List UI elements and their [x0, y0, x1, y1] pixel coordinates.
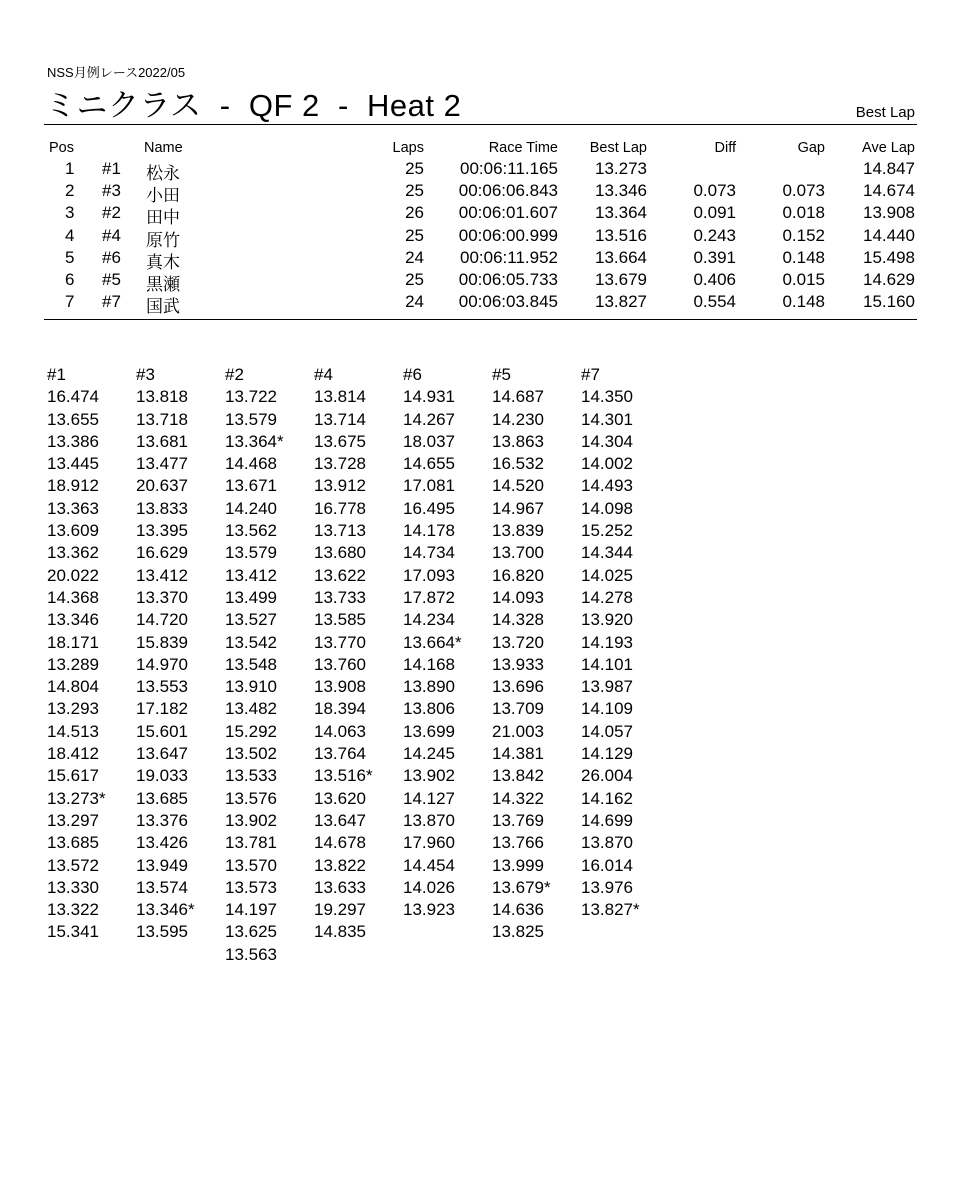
lap-time: 14.636 — [492, 900, 544, 920]
result-num: #4 — [102, 225, 121, 245]
lap-time: 13.412 — [136, 565, 188, 585]
lap-column-driver: #5 — [492, 365, 511, 384]
lap-time: 14.197 — [225, 900, 277, 920]
results-table — [0, 140, 962, 317]
result-pos: 1 — [65, 159, 75, 178]
lap-column — [492, 364, 551, 944]
lap-time: 13.579 — [225, 409, 277, 429]
result-name: 松永 — [146, 164, 180, 183]
lap-time: 13.647 — [314, 810, 366, 830]
lap-time: 14.127 — [403, 788, 455, 808]
lap-time: 13.499 — [225, 587, 277, 607]
lap-time: 14.931 — [403, 387, 455, 407]
lap-time: 13.760 — [314, 654, 366, 674]
lap-time: 13.664* — [403, 632, 462, 652]
lap-time: 13.595 — [136, 922, 188, 942]
lap-time: 13.622 — [314, 565, 366, 585]
lap-time: 13.542 — [225, 632, 277, 652]
result-name: 田中 — [146, 208, 180, 228]
result-gap: 0.148 — [782, 292, 825, 312]
lap-time: 17.093 — [403, 565, 455, 585]
lap-time: 26.004 — [581, 766, 633, 786]
lap-time: 13.386 — [47, 431, 99, 451]
lap-time: 13.770 — [314, 632, 366, 652]
bottom-rule — [44, 319, 917, 320]
lap-time: 14.057 — [581, 721, 633, 741]
result-num: #5 — [102, 269, 121, 289]
lap-time: 14.278 — [581, 587, 633, 607]
result-best-lap: 13.346 — [595, 181, 647, 201]
lap-time: 13.781 — [225, 833, 277, 853]
result-pos: 4 — [65, 225, 75, 245]
lap-time: 16.495 — [403, 498, 455, 518]
lap-time: 13.685 — [47, 833, 99, 853]
result-best-lap: 13.827 — [595, 292, 647, 312]
lap-time: 13.680 — [314, 543, 366, 563]
lap-time: 13.722 — [225, 387, 277, 407]
lap-time: 14.970 — [136, 654, 188, 674]
lap-column-driver: #7 — [581, 365, 600, 384]
result-gap: 0.152 — [782, 225, 825, 245]
lap-time: 18.037 — [403, 431, 455, 451]
lap-time: 13.949 — [136, 855, 188, 875]
lap-time: 14.245 — [403, 744, 455, 764]
lap-time: 14.513 — [47, 721, 99, 741]
result-row — [0, 292, 962, 317]
lap-time: 13.675 — [314, 431, 366, 451]
result-pos: 3 — [65, 203, 75, 223]
lap-time: 14.002 — [581, 454, 633, 474]
lap-time: 17.182 — [136, 699, 188, 719]
lap-time: 13.870 — [403, 810, 455, 830]
lap-time: 13.902 — [225, 810, 277, 830]
lap-time: 13.902 — [403, 766, 455, 786]
result-name: 小田 — [146, 186, 180, 206]
result-num: #7 — [102, 292, 121, 312]
lap-time: 14.720 — [136, 610, 188, 630]
col-race-time: Race Time — [488, 140, 558, 156]
result-ave-lap: 13.908 — [863, 203, 915, 223]
lap-time: 14.230 — [492, 409, 544, 429]
lap-time: 18.412 — [47, 744, 99, 764]
lap-time: 13.842 — [492, 766, 544, 786]
result-ave-lap: 14.847 — [863, 159, 915, 178]
lap-column — [403, 364, 462, 921]
lap-column — [581, 364, 640, 921]
lap-time: 13.822 — [314, 855, 366, 875]
lap-time: 13.655 — [47, 409, 99, 429]
lap-time: 13.647 — [136, 744, 188, 764]
lap-time: 13.728 — [314, 454, 366, 474]
result-race-time: 00:06:11.952 — [460, 247, 558, 267]
lap-time: 16.629 — [136, 543, 188, 563]
result-race-time: 00:06:00.999 — [458, 225, 558, 245]
lap-time: 14.168 — [403, 654, 455, 674]
lap-time: 17.960 — [403, 833, 455, 853]
lap-time: 13.713 — [314, 521, 366, 541]
lap-time: 13.910 — [225, 677, 277, 697]
result-num: #1 — [102, 159, 121, 178]
result-gap: 0.148 — [782, 247, 825, 267]
lap-time: 14.520 — [492, 476, 544, 496]
result-laps: 25 — [405, 159, 424, 178]
lap-time: 13.863 — [492, 431, 544, 451]
lap-time: 13.679* — [492, 877, 551, 897]
result-laps: 25 — [405, 181, 424, 201]
lap-time: 14.304 — [581, 431, 633, 451]
lap-column — [136, 364, 195, 944]
lap-time: 18.394 — [314, 699, 366, 719]
lap-time: 14.381 — [492, 744, 544, 764]
lap-time: 13.890 — [403, 677, 455, 697]
lap-time: 13.718 — [136, 409, 188, 429]
lap-time: 14.468 — [225, 454, 277, 474]
lap-time: 13.395 — [136, 521, 188, 541]
result-race-time: 00:06:11.165 — [460, 159, 558, 178]
result-num: #2 — [102, 203, 121, 223]
result-row — [0, 181, 962, 206]
lap-time: 13.870 — [581, 833, 633, 853]
result-laps: 25 — [405, 269, 424, 289]
col-gap: Gap — [797, 140, 825, 156]
lap-time: 17.872 — [403, 587, 455, 607]
lap-column-driver: #3 — [136, 365, 155, 384]
lap-time: 13.908 — [314, 677, 366, 697]
result-pos: 7 — [65, 292, 75, 312]
lap-time: 13.412 — [225, 565, 277, 585]
lap-time: 13.362 — [47, 543, 99, 563]
lap-time: 13.297 — [47, 810, 99, 830]
result-ave-lap: 14.674 — [863, 181, 915, 201]
lap-time: 13.346 — [47, 610, 99, 630]
lap-time: 14.699 — [581, 810, 633, 830]
lap-time: 15.252 — [581, 521, 633, 541]
lap-time: 13.585 — [314, 610, 366, 630]
result-pos: 2 — [65, 181, 75, 201]
lap-column — [225, 364, 284, 966]
lap-time: 13.363 — [47, 498, 99, 518]
lap-column-driver: #4 — [314, 365, 333, 384]
lap-time: 14.109 — [581, 699, 633, 719]
lap-time: 13.273* — [47, 788, 106, 808]
lap-time: 14.129 — [581, 744, 633, 764]
lap-time: 13.696 — [492, 677, 544, 697]
result-diff: 0.243 — [693, 225, 736, 245]
lap-time: 13.681 — [136, 431, 188, 451]
lap-time: 15.617 — [47, 766, 99, 786]
lap-time: 13.671 — [225, 476, 277, 496]
lap-time: 14.734 — [403, 543, 455, 563]
col-laps: Laps — [392, 140, 424, 156]
lap-time: 18.912 — [47, 476, 99, 496]
lap-time: 19.033 — [136, 766, 188, 786]
lap-time: 14.678 — [314, 833, 366, 853]
result-pos: 6 — [65, 269, 75, 289]
event-name: NSS月例レース2022/05 — [47, 65, 186, 80]
lap-time: 13.766 — [492, 833, 544, 853]
result-gap: 0.073 — [782, 181, 825, 201]
result-diff: 0.554 — [693, 292, 736, 312]
lap-time: 13.999 — [492, 855, 544, 875]
lap-time: 19.297 — [314, 900, 366, 920]
lap-time: 15.839 — [136, 632, 188, 652]
lap-time: 21.003 — [492, 721, 544, 741]
lap-time: 13.293 — [47, 699, 99, 719]
result-ave-lap: 15.498 — [863, 247, 915, 267]
lap-time: 13.827* — [581, 900, 640, 920]
lap-time: 18.171 — [47, 632, 99, 652]
result-laps: 24 — [405, 247, 424, 267]
result-row — [0, 203, 962, 228]
lap-time: 13.825 — [492, 922, 544, 942]
result-best-lap: 13.516 — [595, 225, 647, 245]
lap-time: 14.026 — [403, 877, 455, 897]
lap-time: 13.709 — [492, 699, 544, 719]
lap-time: 13.579 — [225, 543, 277, 563]
col-best-lap: Best Lap — [589, 140, 647, 156]
lap-column-driver: #6 — [403, 365, 422, 384]
lap-time: 13.533 — [225, 766, 277, 786]
lap-time: 13.330 — [47, 877, 99, 897]
lap-time: 13.289 — [47, 654, 99, 674]
lap-time: 20.637 — [136, 476, 188, 496]
page-title: ミニクラス - QF 2 - Heat 2 — [45, 88, 462, 123]
lap-time: 13.699 — [403, 721, 455, 741]
result-diff: 0.073 — [693, 181, 736, 201]
lap-time: 13.987 — [581, 677, 633, 697]
result-row — [0, 248, 962, 270]
result-laps: 24 — [405, 292, 424, 312]
lap-time: 13.609 — [47, 521, 99, 541]
lap-time: 14.493 — [581, 476, 633, 496]
lap-time: 13.833 — [136, 498, 188, 518]
result-diff: 0.406 — [693, 269, 736, 289]
lap-time: 13.806 — [403, 699, 455, 719]
results-header-row — [0, 140, 962, 159]
lap-time: 16.820 — [492, 565, 544, 585]
result-best-lap: 13.679 — [595, 269, 647, 289]
result-race-time: 00:06:05.733 — [458, 269, 558, 289]
lap-time: 16.014 — [581, 855, 633, 875]
result-diff: 0.391 — [693, 247, 736, 267]
lap-time: 13.477 — [136, 454, 188, 474]
lap-time: 13.976 — [581, 877, 633, 897]
lap-time: 14.344 — [581, 543, 633, 563]
lap-time: 13.769 — [492, 810, 544, 830]
result-gap: 0.015 — [782, 269, 825, 289]
lap-time: 13.720 — [492, 632, 544, 652]
lap-time: 15.341 — [47, 922, 99, 942]
lap-time: 14.687 — [492, 387, 544, 407]
lap-time: 13.502 — [225, 744, 277, 764]
result-num: #3 — [102, 181, 121, 201]
lap-time: 13.700 — [492, 543, 544, 563]
lap-time: 13.818 — [136, 387, 188, 407]
lap-time: 13.516* — [314, 766, 373, 786]
lap-column-driver: #2 — [225, 365, 244, 384]
best-lap-header: Best Lap — [855, 104, 915, 121]
lap-time: 13.620 — [314, 788, 366, 808]
lap-time: 13.548 — [225, 654, 277, 674]
lap-time: 13.573 — [225, 877, 277, 897]
lap-time: 13.574 — [136, 877, 188, 897]
lap-time: 13.445 — [47, 454, 99, 474]
lap-time: 14.193 — [581, 632, 633, 652]
lap-time: 13.839 — [492, 521, 544, 541]
result-best-lap: 13.664 — [595, 247, 647, 267]
lap-time: 14.301 — [581, 409, 633, 429]
lap-time: 13.923 — [403, 900, 455, 920]
lap-time: 14.804 — [47, 677, 99, 697]
lap-time: 13.563 — [225, 944, 277, 964]
lap-time: 15.601 — [136, 721, 188, 741]
col-pos: Pos — [49, 140, 74, 156]
lap-time: 13.572 — [47, 855, 99, 875]
result-laps: 25 — [405, 225, 424, 245]
lap-time: 13.482 — [225, 699, 277, 719]
lap-time: 13.685 — [136, 788, 188, 808]
lap-time: 14.234 — [403, 610, 455, 630]
lap-time: 13.527 — [225, 610, 277, 630]
result-name: 国武 — [146, 297, 180, 317]
lap-time: 14.093 — [492, 587, 544, 607]
lap-time: 14.350 — [581, 387, 633, 407]
result-ave-lap: 15.160 — [863, 292, 915, 312]
result-best-lap: 13.364 — [595, 203, 647, 223]
result-name: 黒瀬 — [146, 274, 180, 294]
result-race-time: 00:06:06.843 — [458, 181, 558, 201]
result-pos: 5 — [65, 247, 75, 267]
lap-time: 16.778 — [314, 498, 366, 518]
lap-time: 13.322 — [47, 900, 99, 920]
lap-time: 13.376 — [136, 810, 188, 830]
lap-time: 14.240 — [225, 498, 277, 518]
result-row — [0, 270, 962, 292]
lap-time: 14.063 — [314, 721, 366, 741]
lap-time: 13.364* — [225, 431, 284, 451]
lap-time: 13.370 — [136, 587, 188, 607]
lap-time: 13.920 — [581, 610, 633, 630]
lap-time: 13.553 — [136, 677, 188, 697]
lap-time: 13.912 — [314, 476, 366, 496]
lap-time: 13.426 — [136, 833, 188, 853]
lap-time: 13.570 — [225, 855, 277, 875]
lap-time: 14.328 — [492, 610, 544, 630]
top-rule — [44, 124, 917, 125]
result-ave-lap: 14.440 — [863, 225, 915, 245]
lap-time: 13.764 — [314, 744, 366, 764]
result-best-lap: 13.273 — [595, 159, 647, 178]
lap-time: 14.322 — [492, 788, 544, 808]
lap-column-driver: #1 — [47, 365, 66, 384]
lap-time: 13.346* — [136, 900, 195, 920]
result-name: 真木 — [146, 252, 180, 272]
lap-time: 14.454 — [403, 855, 455, 875]
lap-time: 13.733 — [314, 587, 366, 607]
col-diff: Diff — [714, 140, 736, 156]
result-ave-lap: 14.629 — [863, 269, 915, 289]
lap-time: 13.562 — [225, 521, 277, 541]
lap-time: 16.474 — [47, 387, 99, 407]
col-name: Name — [144, 140, 183, 156]
lap-time: 16.532 — [492, 454, 544, 474]
result-name: 原竹 — [146, 230, 180, 250]
lap-time: 13.633 — [314, 877, 366, 897]
lap-time: 14.267 — [403, 409, 455, 429]
lap-time: 14.025 — [581, 565, 633, 585]
result-num: #6 — [102, 247, 121, 267]
lap-column — [47, 364, 106, 944]
lap-time: 20.022 — [47, 565, 99, 585]
result-race-time: 00:06:03.845 — [458, 292, 558, 312]
result-race-time: 00:06:01.607 — [458, 203, 558, 223]
lap-column — [314, 364, 373, 944]
lap-time: 14.655 — [403, 454, 455, 474]
result-row — [0, 159, 962, 181]
result-gap: 0.018 — [782, 203, 825, 223]
lap-time: 13.714 — [314, 409, 366, 429]
result-diff: 0.091 — [693, 203, 736, 223]
lap-time: 14.178 — [403, 521, 455, 541]
lap-time: 13.814 — [314, 387, 366, 407]
lap-time: 13.576 — [225, 788, 277, 808]
lap-time: 15.292 — [225, 721, 277, 741]
lap-time: 13.933 — [492, 654, 544, 674]
lap-time: 14.368 — [47, 587, 99, 607]
result-laps: 26 — [405, 203, 424, 223]
lap-time: 17.081 — [403, 476, 455, 496]
lap-time: 14.101 — [581, 654, 633, 674]
lap-time: 14.835 — [314, 922, 366, 942]
result-row — [0, 226, 962, 248]
col-ave-lap: Ave Lap — [862, 140, 915, 156]
lap-time: 13.625 — [225, 922, 277, 942]
lap-time: 14.098 — [581, 498, 633, 518]
lap-time: 14.967 — [492, 498, 544, 518]
lap-time: 14.162 — [581, 788, 633, 808]
